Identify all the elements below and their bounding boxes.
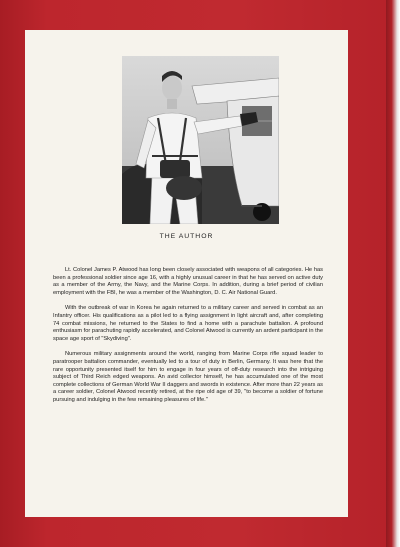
cover-edge (386, 0, 400, 547)
back-cover-panel (25, 30, 348, 517)
photo-caption: THE AUTHOR (159, 233, 214, 240)
author-photo (122, 56, 279, 224)
bio-paragraph: With the outbreak of war in Korea he again returned to a military career and served in combat as an Infantry officer. His qualifications as a pilot led to a flying assignment in light aircraft and, after completing 74 combat missions, he returned to the States to find a home with a parachute battalion. A profound enthusiasm for parachuting rapidly accelerated, and Colonel Atwood is currently an ardent participant in the space age sport of "Skydiving". (53, 305, 323, 342)
author-biography (53, 267, 323, 413)
author-photo-image (122, 56, 279, 224)
bio-paragraph: Numerous military assignments around the world, ranging from Marine Corps rifle squad leader to paratrooper battalion commander, eventually led to a tour of duty in Berlin, Germany. It was here that the rare opportunity presented itself for him to engage in four years of off-duty research into the intriguing subject of Third Reich edged weapons. An avid collector himself, he has accumulated one of the most complete collections of German World War II daggers and swords in existence. After more than 22 years as a career soldier, Colonel Atwood recently retired, at the ripe old age of 39, "to become a soldier of fortune pursuing and indulging in the few remaining pleasures of life." (53, 351, 323, 403)
bio-paragraph: Lt. Colonel James P. Atwood has long been closely associated with weapons of all categories. He has been a professional soldier since age 16, with a highly unusual career in that he has served on active duty as a member of the Army, the Navy, and the Marine Corps. In addition, during a brief period of civilian employment with the FBI, he was a member of the Washington, D. C. Air National Guard. (53, 267, 323, 296)
